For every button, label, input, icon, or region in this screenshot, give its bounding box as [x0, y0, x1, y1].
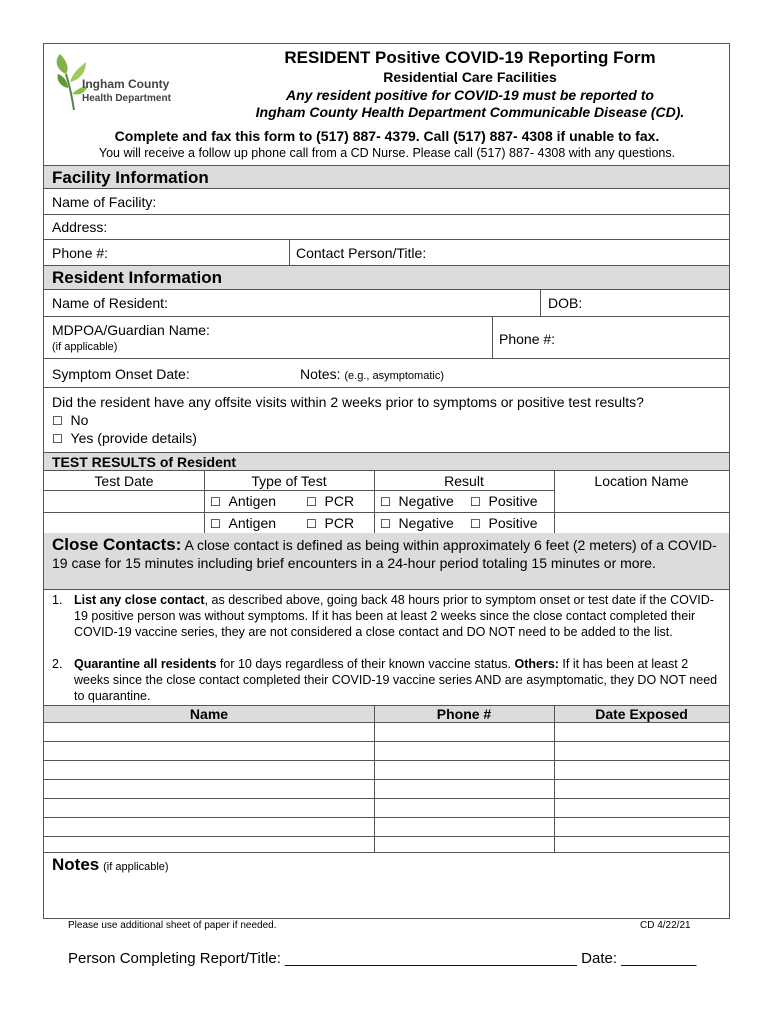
notes-inline: Notes: (e.g., asymptomatic) — [300, 366, 444, 382]
additional-sheet-note: Please use additional sheet of paper if needed. — [68, 920, 277, 931]
checkbox-icon[interactable]: ☐ — [52, 414, 63, 428]
facility-section-heading: Facility Information — [44, 165, 729, 189]
guardian-phone-label: Phone #: — [499, 331, 556, 347]
checkbox-icon[interactable]: ☐ — [306, 517, 317, 531]
close-contacts-definition: Close Contacts: A close contact is defined as being within approximately 6 feet (2 meters) of a COVID-19 case for 15 minutes including brief encounters in a 24-hour period totaling 15 minutes or more. — [52, 535, 717, 571]
resident-name-label: Name of Resident: — [52, 295, 168, 311]
person-completing-line[interactable]: Person Completing Report/Title: ___________________________________ Date: _________ — [68, 950, 697, 967]
dob-label: DOB: — [548, 295, 583, 311]
follow-up-note: You will receive a follow up phone call from a CD Nurse. Please call (517) 887- 4308 with any questions. — [98, 146, 676, 160]
contact-person-label: Contact Person/Title: — [296, 245, 427, 261]
reporting-instruction-line1: Any resident positive for COVID-19 must be reported to — [286, 87, 654, 103]
facility-name-label: Name of Facility: — [52, 194, 157, 210]
logo-line1: Ingham County — [82, 77, 170, 91]
checkbox-icon[interactable]: ☐ — [52, 432, 63, 446]
checkbox-icon[interactable]: ☐ — [470, 517, 481, 531]
negative-option[interactable]: ☐ Negative — [380, 493, 454, 509]
pcr-option[interactable]: ☐ PCR — [306, 515, 355, 531]
positive-option[interactable]: ☐ Positive — [470, 493, 538, 509]
pcr-option[interactable]: ☐ PCR — [306, 493, 355, 509]
fax-instruction: Complete and fax this form to (517) 887- 4379. Call (517) 887- 4308 if unable to fax. — [114, 128, 660, 144]
guardian-note: (if applicable) — [52, 341, 118, 353]
logo-line2: Health Department — [82, 93, 171, 104]
offsite-option-no[interactable]: ☐ No — [52, 412, 89, 428]
ingham-county-logo — [52, 52, 177, 112]
antigen-option[interactable]: ☐ Antigen — [210, 493, 277, 509]
checkbox-icon[interactable]: ☐ — [210, 517, 221, 531]
offsite-visits-question: Did the resident have any offsite visits within 2 weeks prior to symptoms or positive test results? — [52, 394, 644, 410]
facility-phone-label: Phone #: — [52, 245, 109, 261]
col-contact-name: Name — [189, 706, 229, 722]
resident-section-heading: Resident Information — [44, 265, 729, 290]
checkbox-icon[interactable]: ☐ — [306, 495, 317, 509]
checkbox-icon[interactable]: ☐ — [380, 517, 391, 531]
checkbox-icon[interactable]: ☐ — [470, 495, 481, 509]
offsite-option-yes[interactable]: ☐ Yes (provide details) — [52, 430, 197, 446]
col-type-of-test: Type of Test — [251, 473, 327, 489]
notes-section: Notes (if applicable) — [52, 855, 169, 874]
positive-option[interactable]: ☐ Positive — [470, 515, 538, 531]
close-contacts-item-2: 2. Quarantine all residents for 10 days regardless of their known vaccine status. Others: If it has been at least 2 weeks since the close contact completed their COVID-19 vaccine series AND are asymptomatic, they DO NOT need to quarantine. — [52, 657, 718, 703]
close-contacts-item-1: 1. List any close contact, as described above, going back 48 hours prior to symptom onset or test date if the COVID-19 positive person was without symptoms. If it has been at least 2 weeks since the close contact completed their COVID-19 vaccine series, they are not considered a close contact and DO NOT need to be added to the list. — [52, 593, 714, 639]
test-results-heading: TEST RESULTS of Resident — [44, 452, 729, 471]
col-date-exposed: Date Exposed — [595, 706, 688, 722]
form-subtitle: Residential Care Facilities — [383, 69, 557, 85]
antigen-option[interactable]: ☐ Antigen — [210, 515, 277, 531]
col-contact-phone: Phone # — [436, 706, 492, 722]
guardian-name-label: MDPOA/Guardian Name: — [52, 322, 210, 338]
negative-option[interactable]: ☐ Negative — [380, 515, 454, 531]
col-result: Result — [444, 473, 484, 489]
col-test-date: Test Date — [94, 473, 154, 489]
form-version: CD 4/22/21 — [640, 920, 691, 931]
reporting-instruction-line2: Ingham County Health Department Communicable Disease (CD). — [255, 104, 685, 120]
col-location-name: Location Name — [594, 473, 689, 489]
address-label: Address: — [52, 219, 108, 235]
checkbox-icon[interactable]: ☐ — [210, 495, 221, 509]
symptom-onset-label: Symptom Onset Date: — [52, 366, 190, 382]
checkbox-icon[interactable]: ☐ — [380, 495, 391, 509]
form-title: RESIDENT Positive COVID-19 Reporting Form — [284, 48, 656, 67]
